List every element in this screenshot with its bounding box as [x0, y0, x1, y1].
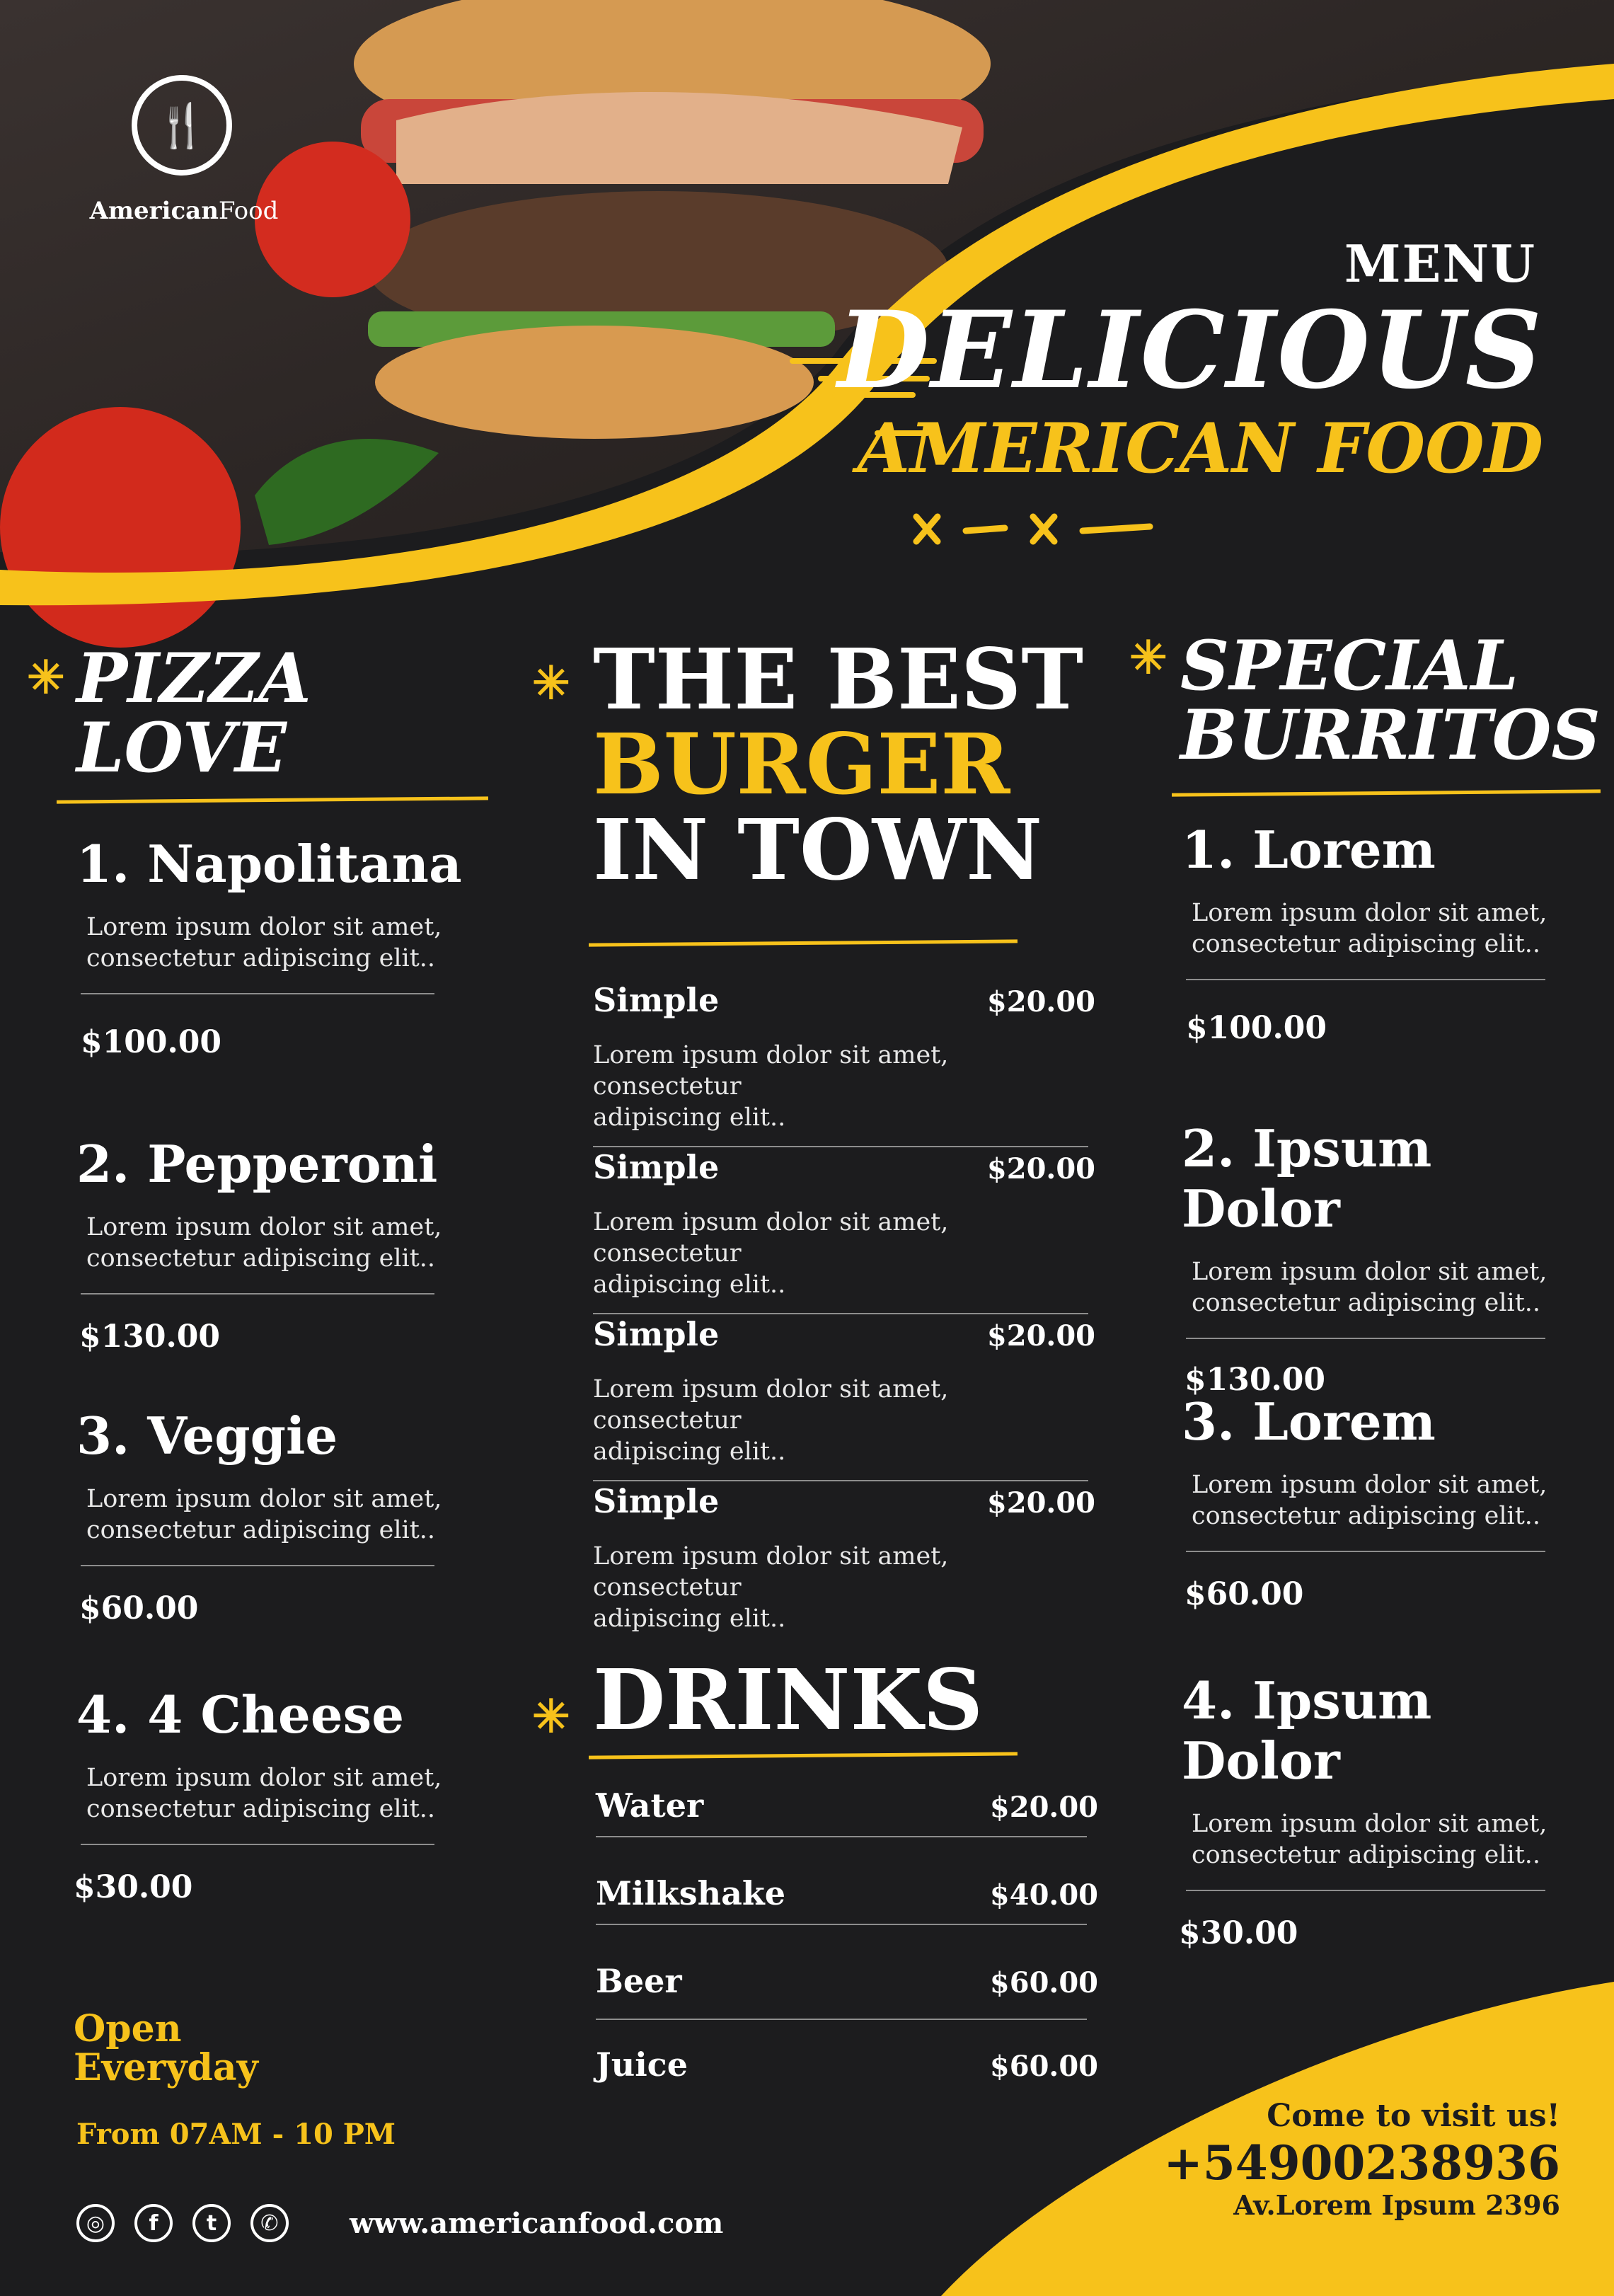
- drink-price: $40.00: [989, 1878, 1098, 1912]
- desc-line: Lorem ipsum dolor sit amet, consectetur: [593, 1542, 949, 1602]
- desc-line: consectetur adipiscing elit..: [1192, 1501, 1541, 1530]
- item-name: 4. Ipsum Dolor: [1182, 1670, 1432, 1791]
- item-description: [593, 1542, 1095, 1634]
- item-description: [86, 1763, 473, 1825]
- item-price: $60.00: [1184, 1575, 1304, 1612]
- x-marks: [916, 517, 1150, 541]
- drink-price: $20.00: [989, 1791, 1098, 1824]
- separator: [596, 2019, 1087, 2020]
- separator: [593, 1146, 1088, 1147]
- website-link[interactable]: www.americanfood.com: [350, 2207, 724, 2240]
- spoon-fork-icon: 🍴: [155, 101, 209, 151]
- subheadline: AMERICAN FOOD: [857, 408, 1543, 488]
- social-links: [76, 2204, 289, 2242]
- burrito-item-2: [1182, 1118, 1592, 1398]
- phone-number[interactable]: +54900238936: [1163, 2135, 1560, 2191]
- item-description: [1192, 1257, 1592, 1319]
- burritos-title-line2: BURRITOS: [1180, 694, 1601, 775]
- item-name: 1. Napolitana: [76, 834, 462, 894]
- drink-name: Milkshake: [596, 1874, 786, 1912]
- item-description: [1192, 1809, 1592, 1871]
- item-description: [1192, 1470, 1578, 1532]
- drinks-title: DRINKS: [593, 1651, 984, 1749]
- item-description: [593, 1374, 1095, 1467]
- asterisk-icon: ✳: [532, 657, 570, 710]
- burger-title-line1: THE BEST: [593, 630, 1084, 728]
- contact-block: [1164, 2098, 1560, 2221]
- pizza-item-4: [76, 1684, 473, 1905]
- desc-line: Lorem ipsum dolor sit amet,: [86, 1764, 442, 1792]
- pizza-title-line2: LOVE: [76, 707, 287, 788]
- logo-text: [85, 197, 283, 225]
- address: Av.Lorem Ipsum 2396: [1233, 2189, 1560, 2221]
- twitter-icon[interactable]: t: [192, 2204, 231, 2242]
- drink-price: $60.00: [989, 2050, 1098, 2083]
- item-name: 1. Lorem: [1182, 820, 1436, 880]
- separator: [596, 1836, 1087, 1837]
- pizza-title-line1: PIZZA: [76, 638, 311, 718]
- item-price: $30.00: [1179, 1915, 1298, 1951]
- separator: [81, 1293, 434, 1295]
- item-price: $20.00: [986, 1152, 1095, 1186]
- desc-line: Lorem ipsum dolor sit amet,: [86, 1485, 442, 1513]
- desc-line: adipiscing elit..: [593, 1604, 786, 1633]
- drink-name: Beer: [596, 1962, 682, 2000]
- burger-item-2: [593, 1148, 1095, 1314]
- item-name: Simple: [593, 981, 720, 1019]
- desc-line: Lorem ipsum dolor sit amet, consectetur: [593, 1375, 949, 1435]
- desc-line: Lorem ipsum dolor sit amet,: [1192, 1471, 1547, 1499]
- item-price: $20.00: [986, 1486, 1095, 1520]
- drink-row: [596, 1962, 1098, 2019]
- pizza-item-3: [76, 1406, 473, 1626]
- logo-name-suffix: Food: [218, 197, 279, 225]
- item-name: Simple: [593, 1315, 720, 1353]
- asterisk-icon: ✳: [1129, 631, 1168, 684]
- separator: [593, 1313, 1088, 1314]
- separator: [593, 1480, 1088, 1481]
- menu-label: MENU: [1344, 234, 1536, 294]
- burrito-item-4: [1179, 1670, 1592, 1951]
- separator: [81, 1565, 434, 1566]
- item-name: 4. 4 Cheese: [76, 1684, 405, 1745]
- desc-line: consectetur adipiscing elit..: [1192, 1840, 1541, 1869]
- item-description: [86, 912, 473, 975]
- drink-row: [596, 1786, 1098, 1836]
- item-description: [86, 1212, 473, 1275]
- desc-line: adipiscing elit..: [593, 1437, 786, 1466]
- desc-line: Lorem ipsum dolor sit amet,: [1192, 899, 1547, 927]
- burrito-item-3: [1182, 1391, 1578, 1612]
- item-price: $130.00: [79, 1318, 221, 1355]
- pizza-item-2: [76, 1134, 473, 1355]
- desc-line: Lorem ipsum dolor sit amet, consectetur: [593, 1041, 949, 1101]
- pizza-item-1: [76, 834, 473, 1060]
- separator: [81, 993, 434, 994]
- burger-item-1: [593, 981, 1095, 1147]
- burrito-item-1: [1182, 820, 1578, 1046]
- logo-name: American: [89, 197, 219, 225]
- desc-line: adipiscing elit..: [593, 1103, 786, 1132]
- item-price: $100.00: [1186, 1009, 1327, 1046]
- instagram-icon[interactable]: ◎: [76, 2204, 115, 2242]
- desc-line: Lorem ipsum dolor sit amet,: [86, 913, 442, 941]
- item-price: $130.00: [1184, 1361, 1326, 1398]
- burger-title: [593, 630, 1084, 899]
- burritos-title-line1: SPECIAL: [1180, 626, 1518, 706]
- separator: [81, 1844, 434, 1845]
- item-description: [1192, 898, 1578, 960]
- drinks-list: [596, 1786, 1098, 2095]
- desc-line: consectetur adipiscing elit..: [1192, 1288, 1541, 1317]
- desc-line: Lorem ipsum dolor sit amet,: [86, 1213, 442, 1241]
- burger-item-3: [593, 1315, 1095, 1481]
- asterisk-icon: ✳: [532, 1690, 570, 1743]
- desc-line: Lorem ipsum dolor sit amet, consectetur: [593, 1208, 949, 1268]
- item-price: $60.00: [79, 1590, 199, 1626]
- headline: DELICIOUS: [837, 288, 1543, 413]
- item-name: Simple: [593, 1482, 720, 1520]
- drink-name: Juice: [596, 2045, 688, 2084]
- burritos-title: [1180, 626, 1601, 775]
- desc-line: consectetur adipiscing elit..: [86, 1794, 436, 1823]
- item-price: $20.00: [986, 985, 1095, 1018]
- open-hours-title: [74, 2007, 258, 2089]
- item-name: 3. Lorem: [1182, 1391, 1436, 1452]
- logo-badge: [132, 75, 232, 176]
- item-price: $30.00: [74, 1869, 193, 1905]
- drink-price: $60.00: [989, 1966, 1098, 1999]
- item-description: [593, 1207, 1095, 1300]
- desc-line: consectetur adipiscing elit..: [1192, 929, 1541, 958]
- desc-line: Lorem ipsum dolor sit amet,: [1192, 1810, 1547, 1838]
- item-description: [593, 1040, 1095, 1133]
- burger-title-line2: BURGER: [593, 715, 1010, 814]
- item-name: 2. Ipsum Dolor: [1182, 1118, 1432, 1239]
- drink-row: [596, 2045, 1098, 2095]
- separator: [1186, 979, 1545, 980]
- pizza-title: [76, 638, 311, 788]
- whatsapp-icon[interactable]: ✆: [250, 2204, 289, 2242]
- item-price: $20.00: [986, 1319, 1095, 1353]
- open-line2: Everyday: [74, 2045, 258, 2089]
- facebook-icon[interactable]: f: [134, 2204, 173, 2242]
- item-name: 2. Pepperoni: [76, 1134, 438, 1194]
- desc-line: consectetur adipiscing elit..: [86, 1515, 436, 1544]
- drink-name: Water: [596, 1786, 704, 1825]
- drink-row: [596, 1874, 1098, 1924]
- separator: [596, 1924, 1087, 1925]
- item-description: [86, 1484, 473, 1546]
- item-price: $100.00: [81, 1023, 222, 1060]
- desc-line: adipiscing elit..: [593, 1270, 786, 1299]
- item-name: 3. Veggie: [76, 1406, 338, 1466]
- item-name: Simple: [593, 1148, 720, 1186]
- burger-title-line3: IN TOWN: [593, 800, 1043, 899]
- desc-line: consectetur adipiscing elit..: [86, 1244, 436, 1273]
- burger-item-4: [593, 1482, 1095, 1634]
- separator: [1186, 1551, 1545, 1552]
- asterisk-icon: ✳: [27, 651, 65, 704]
- tomato-bottom: [0, 407, 241, 648]
- desc-line: consectetur adipiscing elit..: [86, 943, 436, 972]
- open-line1: Open: [74, 2007, 182, 2050]
- open-hours-time: From 07AM - 10 PM: [76, 2118, 396, 2151]
- visit-text: Come to visit us!: [1267, 2098, 1560, 2134]
- separator: [1186, 1890, 1545, 1891]
- desc-line: Lorem ipsum dolor sit amet,: [1192, 1258, 1547, 1286]
- separator: [1186, 1338, 1545, 1339]
